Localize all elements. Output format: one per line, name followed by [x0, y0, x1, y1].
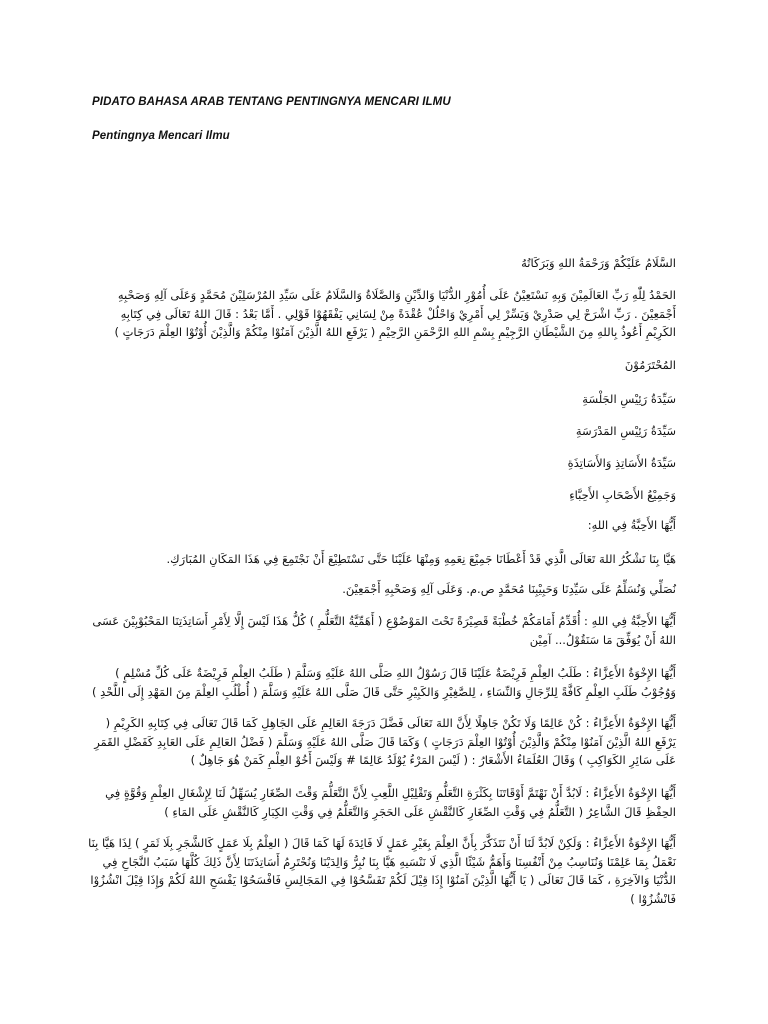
point-4-paragraph: أَيُّهَا الإِخْوَةُ الأَعِزَّاءُ : وَلَكِنْ لَابُدَّ لَنَا أَنْ نَتَذَكَّرَ بِأَنَّ العِلْمَ بِغَيْرِ عَمَلٍ لَا فَائِدَةَ لَهَا كَمَا قَالَ ( العِلْمُ بِلَا عَمَلٍ كَالشَّجَرِ بِلَا ثَمَرٍ ) لِذَا هَيَّا بِنَا نَعْمَلُ بِمَا عَلِمْنَا وَنُنَاسِبُ مِنْ أَنْفُسِنَا وَأَهَمُّ شَيْئًا الَّذِي لَا نَنْسَيهِ هَيَّا بِنَا نُبِرُّ وَالِدَيْنَا وَنُحْتَرِمُ أَسَاتِذَتَنَا لِأَنَّ ذَلِكَ كُلَّهَا سَبَبُ النَّجَاحِ فِي الدُّنْيَا وَالآخِرَةِ ، كَمَا قَالَ تَعَالَى ( يَا أَيُّهَا الَّذِيْنَ آمَنُوْا إِذَا قِيْلَ لَكُمْ تَفَسَّحُوْا فِي المَجَالِسِ فَافْسَحُوْا يَفْسَحِ اللهُ لَكُمْ وَإِذَا قِيْلَ انْشُزُوْا فَانْشُزُوْا ) [88, 836, 676, 906]
salawat-paragraph: نُصَلِّي وَنُسَلِّمُ عَلَى سَيِّدِنَا وَحَبِيْبِنَا مُحَمَّدٍ ص.م. وَعَلَى آلِهِ وَصَحْبِهِ أَجْمَعِيْنَ. [342, 582, 676, 596]
point-3-paragraph: أَيُّهَا الإِخْوَةُ الأَعِزَّاءُ : لَابُدَّ أَنْ نَهْتَمَّ أَوْقَاتَنَا بِكَثْرَةِ التَّعَلُّمِ وَتَقْلِيْلِ اللَّعِبِ لِأَنَّ التَّعَلُّمَ وَقْتَ الصِّغَارِ يُسَهِّلُ لَنَا لِإِشْغَالِ العِلْمِ وَقُوَّةٍ فِي الحِفْظِ قَالَ الشَّاعِرُ ( التَّعَلُّمُ فِي وَقْتِ الصِّغَارِ كَالنَّقْشِ عَلَى الحَجَرِ وَالتَّعَلُّمُ فِي وَقْتِ الكِبَارِ كَالنَّقْشِ عَلَى المَاءِ ) [105, 786, 676, 819]
document-title: PIDATO BAHASA ARAB TENTANG PENTINGNYA MENCARI ILMU [92, 96, 451, 108]
document-subtitle: Pentingnya Mencari Ilmu [92, 130, 230, 142]
gratitude-paragraph: هَيَّا بِنَا نَشْكُرُ اللهَ تَعَالَى الَّذِي قَدْ أَعْطَانَا جَمِيْعَ نِعَمِهِ وَمِنْهَا عَلَيْنَا حَتَّى نَسْتَطِيْعَ أَنْ نَجْتَمِعَ فِي هَذَا المَكَانِ المُبَارَكِ. [166, 552, 676, 566]
beloved-heading: أَيُّهَا الأَحِبَّةُ فِي اللهِ: [587, 518, 676, 532]
addressee-3: سَيِّدَةُ الأَسَاتِذِ وَالأَسَاتِذَةِ [567, 456, 676, 470]
addressee-2: سَيِّدَةُ رَئِيْسِ المَدْرَسَةِ [575, 424, 676, 438]
greeting: السَّلَامُ عَلَيْكُمْ وَرَحْمَةُ اللهِ وَبَرَكَاتُهُ [521, 256, 676, 270]
honored-heading: المُحْتَرَمُوْنَ [624, 358, 676, 372]
addressee-1: سَيِّدَةُ رَئِيْسِ الجَلْسَةِ [582, 392, 676, 406]
topic-paragraph: أَيُّهَا الأَحِبَّةُ فِي اللهِ : أُقَدِّمُ أَمَامَكُمْ خُطْبَةً قَصِيْرَةً تَحْتَ المَوْضُوْعِ ( أَهَمِّيَّةُ التَّعَلُّمِ ) كُلُّ هَذَا لَيْسَ إِلَّا لِأَمْرِ أَسَاتِذَتِنَا المَحْبُوْبِيْنَ عَسَى اللهُ أَنْ يُوَفِّقَ مَا سَنَقُوْلُ... آمِيْن [92, 614, 676, 647]
addressee-4: وَجَمِيْعُ الأَصْحَابِ الأَحِبَّاءِ [569, 488, 676, 502]
point-2-paragraph: أَيُّهَا الإِخْوَةُ الأَعِزَّاءُ : كُنْ عَالِمًا وَلَا تَكُنْ جَاهِلًا لِأَنَّ اللهَ تَعَالَى فَضَّلَ دَرَجَةَ العَالِمِ عَلَى الجَاهِلِ كَمَا قَالَ تَعَالَى فِي كِتَابِهِ الكَرِيْمِ ( يَرْفَعِ اللهُ الَّذِيْنَ آمَنُوْا مِنْكُمْ وَالَّذِيْنَ أُوْتُوْا العِلْمَ دَرَجَاتٍ ) وَكَمَا قَالَ صَلَّى اللهُ عَلَيْهِ وَسَلَّمَ ( فَضْلُ العَالِمِ عَلَى العَابِدِ كَفَضْلِ القَمَرِ عَلَى سَائِرِ الكَوَاكِبِ ) وَقَالَ العُلَمَاءُ الأَشْعَارُ : ( لَيْسَ المَرْءُ يُوْلَدُ عَالِمًا # وَلَيْسَ أَخُوْ العِلْمِ كَمَنْ هُوَ جَاهِلٌ ) [94, 716, 676, 767]
opening-paragraph: الحَمْدُ لِلّٰهِ رَبِّ العَالَمِيْنَ وَبِهِ نَسْتَعِيْنُ عَلَى أُمُوْرِ الدُّنْيَا وَالدِّيْنِ وَالصَّلَاةُ وَالسَّلَامُ عَلَى سَيِّدِ المُرْسَلِيْنَ مُحَمَّدٍ وَعَلَى آلِهِ وَصَحْبِهِ أَجْمَعِيْنَ . رَبِّ اشْرَحْ لِي صَدْرِيْ وَيَسِّرْ لِي أَمْرِيْ وَاحْلُلْ عُقْدَةً مِنْ لِسَانِي يَفْقَهُوْا قَوْلِي . أَمَّا بَعْدُ : قَالَ اللهُ تَعَالَى فِي كِتَابِهِ الكَرِيْمِ أَعُوذُ بِاللهِ مِنَ الشَّيْطَانِ الرَّجِيْمِ بِسْمِ اللهِ الرَّحْمَنِ الرَّحِيْمِ ( يَرْفَعِ اللهُ الَّذِيْنَ آمَنُوْا مِنْكُمْ وَالَّذِيْنَ أُوْتُوْا العِلْمَ دَرَجَاتٍ ) [114, 288, 676, 339]
point-1-paragraph: أَيُّهَا الإِخْوَةُ الأَعِزَّاءُ : طَلَبُ العِلْمِ فَرِيْضَةٌ عَلَيْنَا قَالَ رَسُوْلُ اللهِ صَلَّى اللهُ عَلَيْهِ وَسَلَّمَ ( طَلَبُ العِلْمِ فَرِيْضَةٌ عَلَى كُلِّ مُسْلِمٍ ) وَوُجُوْبُ طَلَبِ العِلْمِ كَافَّةً لِلرِّجَالِ وَالنِّسَاءِ ، لِلصَّغِيْرِ وَالكَبِيْرِ حَتَّى قَالَ صَلَّى اللهُ عَلَيْهِ وَسَلَّمَ ( أُطْلُبِ العِلْمَ مِنَ المَهْدِ إِلَى اللَّحْدِ ) [91, 666, 676, 699]
